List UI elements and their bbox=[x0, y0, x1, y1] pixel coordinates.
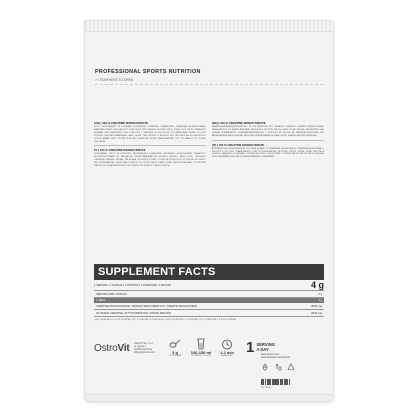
dosage-water bbox=[188, 338, 214, 357]
tidyman-icon bbox=[274, 363, 282, 371]
header-per-serving: 1 SERV bbox=[96, 299, 106, 302]
social-link: www.facebook.com/ostrovit bbox=[261, 356, 290, 360]
section-body: NAHRUNGSERGANZUNGSMITTEL IN PULVERFORM MIT KREATIN. ZUTATEN: KREATIN MONOHYDRAT. HERGESTELLT IN EINEM BETRIEB, DER AUCH GLUTEN, MILCH, EIER, SOJA, NUSSE, ERDNUSSE UND SESAM VERARBEITET. VERZEHREMPFEHLUNG: 1 PORTION IN 100-150 ML WASSER AUFLOSEN. DIE ANGEGEBENE EMPFOHLENE TAGLICHE VERZEHRMENGE DARF NICHT UBERSCHRITTEN WERDEN. bbox=[212, 126, 324, 137]
barcode bbox=[261, 379, 290, 385]
serving-size-value: 3 g bbox=[318, 292, 322, 296]
icon-caption: SHAKE WELL bbox=[220, 355, 234, 358]
serving-size-label: SERVING SIZE / PORCJA bbox=[96, 292, 127, 296]
scoop-icon bbox=[169, 338, 181, 350]
bottom-seal bbox=[85, 394, 333, 401]
section-title: (IT) | 100 % CREATINE MONOHYDRATE bbox=[212, 142, 265, 147]
brand-tagline: PROFESSIONAL SPORTS NUTRITION bbox=[95, 69, 201, 75]
section-body: INTEGRATORE ALIMENTARE IN POLVERE A BASE DI CREATINA. INGREDIENTI: CREATINA MONOIDRATO. PRODOTTO IN UNO STABILIMENTO CHE UTILIZZA ANCHE GLUTINE, LATTE, UOVA, SOIA, FRUTTA A GUSCIO, ARACHIDI E SESAMO. MODALITA D'USO: SCIOGLIERE 1 PORZIONE IN 100-150 ML DI ACQUA. NON SUPERARE LA DOSE GIORNALIERA RACCOMANDATA. bbox=[212, 147, 324, 159]
facts-row-label: OF WHICH CREATINE / W TYM KREATYNA / DAVON KREATIN bbox=[96, 311, 171, 315]
website-block bbox=[261, 353, 290, 359]
dosage-shake bbox=[214, 338, 240, 357]
icon-value: 3 g bbox=[172, 350, 178, 356]
facts-row-item bbox=[94, 310, 324, 317]
supplement-facts-title: SUPPLEMENT FACTS bbox=[94, 264, 324, 280]
section-title: (UK) | 100 % CREATINE MONOHYDRATE bbox=[94, 121, 148, 125]
serving-text bbox=[256, 343, 275, 353]
servings-row bbox=[94, 280, 324, 291]
label-column-left bbox=[94, 121, 206, 271]
icon-value: 100-150 ml bbox=[190, 350, 212, 356]
facts-row-value: 2640 mg bbox=[311, 311, 322, 315]
facts-note: (UK) 1 SERVING = 3 G OF POWDER. (PL) 1 PORCJA = 3 G PROSZKU. (DE) 1 PORTION = 3 G PULVER. (IT) 1 PORZIONE = 3 G DI POLVERE. bbox=[94, 319, 237, 321]
serving-text-line: A DAY bbox=[256, 347, 269, 352]
top-seal bbox=[85, 21, 333, 32]
section-title: PL | 100 % CREATINE MONOHYDRATE bbox=[94, 148, 146, 153]
product-pouch bbox=[84, 20, 334, 402]
hdpe-icon bbox=[287, 363, 295, 371]
serving-amount: 4 g bbox=[310, 280, 324, 290]
timer-icon bbox=[221, 338, 233, 350]
recycling-icons bbox=[261, 363, 295, 371]
address-line: ul. Gorna 1 bbox=[134, 345, 146, 348]
facts-row-label: CREATINE MONOHYDRATE / MONOHYDRAT KREATYNY / KREATIN MONOHYDRAT bbox=[96, 304, 198, 308]
facts-row-value: 3000 mg bbox=[311, 304, 322, 308]
address-line: 16-080 Zambrow bbox=[134, 348, 153, 351]
section-divider bbox=[212, 140, 324, 141]
serving-size-row bbox=[94, 291, 324, 298]
facts-row-item bbox=[94, 303, 324, 310]
serving-text-line: SERVING bbox=[256, 342, 276, 348]
supplement-facts-table bbox=[94, 264, 324, 322]
logo-part-a: Ostro bbox=[94, 342, 118, 354]
section-title: (DE) | 100 % CREATINE MONOHYDRATE bbox=[212, 121, 266, 125]
section-body: SUPLEMENT DIETY W PROSZKU ZAWIERAJACY KREATYNE. SKLADNIKI: MONOHYDRAT KREATYNY. WYPRODUKOWANO W ZAKLADZIE PRZETWARZAJACYM GLUTEN, MLEKO, JAJA, SOJE, ORZECHY, ORZESZKI ZIEMNE, SEZAM. ZALECANE SPOSOB UZYCIA: 1 PORCJE ROZPUSCIC W 100-150 ML WODY. NIE PRZEKRACZAC ZALECANEJ PORCJI DO SPOZYCIA W CIAGU DNIA. PRZECHOWYWAC W SUCHYM MIEJSCU W TEMPERATURZE POKOJOWEJ. WYSTARCZY NA 83 PORCJE. bbox=[94, 153, 206, 168]
lot-number: IDP 09000 bbox=[261, 387, 272, 389]
header-daily: 3 g bbox=[318, 299, 322, 302]
label-column-right bbox=[212, 121, 324, 271]
icon-caption: OF WATER OR JUICE bbox=[190, 355, 212, 358]
dosage-scoop bbox=[162, 338, 188, 357]
logo-part-b: Vit bbox=[117, 342, 130, 354]
servings-label: 1 SERVING / 1 PORCJA / 1 PORTION / 1 PORZIONE / 1 RACION bbox=[94, 283, 171, 287]
recycle-icon bbox=[261, 363, 269, 371]
icon-value: 1-2 min bbox=[219, 350, 234, 356]
manufacturer-address bbox=[134, 342, 162, 354]
section-divider bbox=[94, 145, 206, 146]
icon-caption: OF POWDER bbox=[168, 355, 182, 358]
serving-number: 1 bbox=[246, 339, 255, 356]
address-line: office@ostrovit.com bbox=[134, 351, 155, 354]
address-line: OstroVit Sp. z o.o. bbox=[134, 342, 154, 345]
tear-note: >< TEAR HERE TO OPEN bbox=[95, 78, 133, 82]
glass-icon bbox=[195, 338, 207, 350]
pouch-footer bbox=[94, 334, 326, 362]
section-body: FOOD SUPPLEMENT IN POWDER CONTAINING CREATINE. INGREDIENT: CREATINE MONOHYDRATE. MANUFACTURED IN A FACILITY THAT ALSO PROCESSES GLUTEN, MILK, EGGS, SOY, NUTS, PEANUTS, SESAME. RECOMMENDED USE: DISSOLVE 1 SERVING IN 100-150 ML OF WATER AND DRINK. DO NOT EXCEED THE RECOMMENDED DAILY DOSE. THE PRODUCT SHOULD NOT BE USED AS A SUBSTITUTE FOR A VARIED DIET. STORE IN A DRY PLACE AT ROOM TEMPERATURE OUT OF REACH OF YOUNG CHILDREN. bbox=[94, 126, 206, 143]
website-link: www.ostrovit.com bbox=[261, 353, 280, 356]
tear-line bbox=[95, 84, 323, 85]
brand-logo bbox=[94, 343, 134, 354]
